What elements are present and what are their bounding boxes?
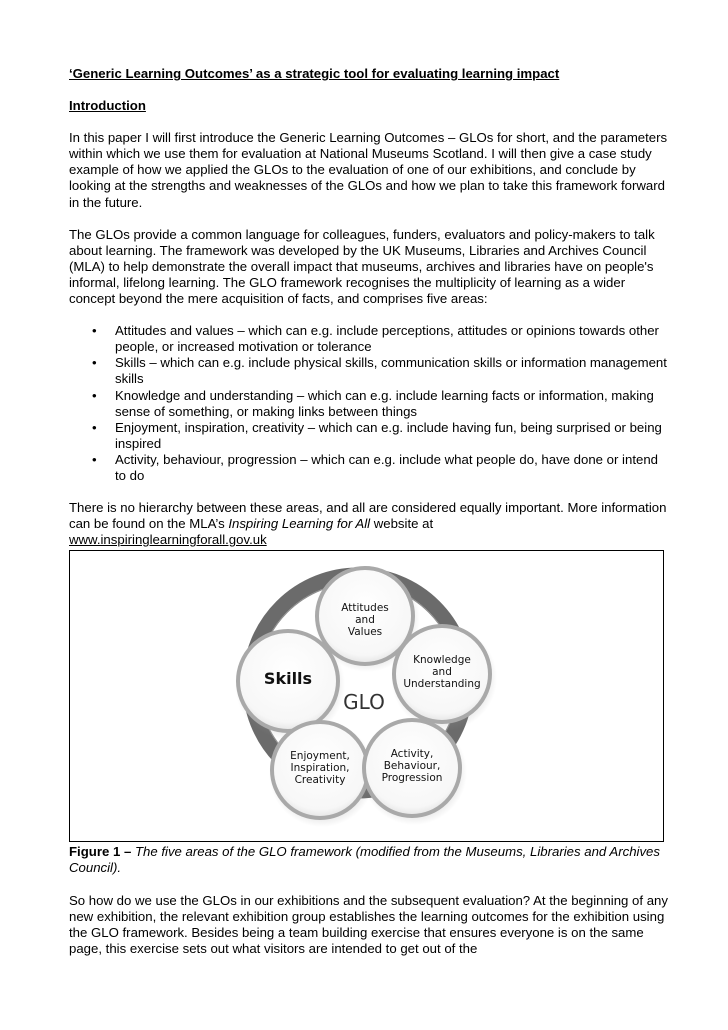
mla-website-link[interactable]: www.inspiringlearningforall.gov.uk — [69, 532, 267, 548]
bullet-icon: • — [92, 355, 97, 371]
svg-text:Inspiration,: Inspiration, — [290, 762, 350, 775]
list-item: • Attitudes and values – which can e.g. include perceptions, attitudes or opinions towards other people, or increased motivation or tolerance — [92, 323, 659, 355]
figure-label: Figure 1 – — [69, 844, 132, 860]
bullet-icon: • — [92, 323, 97, 339]
svg-text:Understanding: Understanding — [403, 678, 481, 691]
svg-text:Skills: Skills — [263, 669, 313, 689]
list-item: • Knowledge and understanding – which can e.g. include learning facts or information, making sense of something, or making links between things — [92, 387, 654, 419]
list-item: • Enjoyment, inspiration, creativity – which can e.g. include having fun, being surprised or being inspired — [92, 419, 662, 451]
knowledge-bubble — [391, 625, 497, 731]
enjoyment-bubble — [269, 721, 375, 827]
document-title: ‘Generic Learning Outcomes’ as a strategic tool for evaluating learning impact — [69, 66, 560, 81]
svg-text:Progression: Progression — [381, 772, 443, 785]
svg-text:Knowledge: Knowledge — [413, 654, 471, 667]
activity-bubble — [361, 719, 467, 825]
figure-caption: Figure 1 – The five areas of the GLO framework (modified from the Museums, Libraries and Archives Council). — [69, 844, 660, 876]
paragraph-usage: So how do we use the GLOs in our exhibitions and the subsequent evaluation? At the beginning of any new exhibition, the relevant exhibition group establishes the learning outcomes for the exhibition using the GLO framework. Besides being a team building exercise that ensures everyone is on the same page, this exercise sets out what visitors are intended to get out of the — [69, 892, 668, 956]
paragraph-intro: In this paper I will first introduce the Generic Learning Outcomes – GLOs for short, and the parameters within which we use them for evaluation at National Museums Scotland. I will then give a case study example of how we applied the GLOs to the evaluation of one of our exhibitions, and conclude by looking at the strengths and weaknesses of the GLOs and how we plan to take this framework forward in the future. — [69, 130, 668, 210]
glo-diagram — [70, 551, 665, 843]
svg-text:Behaviour,: Behaviour, — [383, 760, 441, 773]
svg-text:and: and — [355, 614, 375, 627]
bullet-icon: • — [92, 451, 97, 467]
paragraph-hierarchy: There is no hierarchy between these areas, and all are considered equally important. More information can be found on the MLA’s Inspiring Learning for All website at www.inspiringlearningforall.gov.uk — [69, 500, 667, 548]
inspiring-learning-title: Inspiring Learning for All — [228, 516, 371, 532]
list-item: • Activity, behaviour, progression – which can e.g. include what people do, have done or intend to do — [92, 451, 658, 483]
svg-text:Values: Values — [347, 626, 383, 639]
bullet-icon: • — [92, 387, 97, 403]
glo-diagram-figure — [69, 550, 664, 842]
document-page — [69, 66, 669, 973]
svg-text:Activity,: Activity, — [390, 748, 434, 761]
paragraph-glo-description: The GLOs provide a common language for colleagues, funders, evaluators and policy-makers to talk about learning. The framework was developed by the UK Museums, Libraries and Archives Council (MLA) to help demonstrate the overall impact that museums, archives and libraries have on people's informal, lifelong learning. The GLO framework recognises the multiplicity of learning as a wider concept beyond the mere acquisition of facts, and comprises five areas: — [69, 226, 655, 307]
glo-center-label: GLO — [343, 690, 385, 715]
svg-text:Attitudes: Attitudes — [341, 602, 389, 615]
svg-text:Enjoyment,: Enjoyment, — [290, 750, 350, 763]
svg-text:and: and — [432, 666, 452, 679]
svg-text:Creativity: Creativity — [294, 774, 346, 787]
bullet-icon: • — [92, 419, 97, 435]
list-item: • Skills – which can e.g. include physical skills, communication skills or information management skills — [92, 355, 667, 387]
glo-areas-list — [69, 323, 669, 484]
introduction-heading: Introduction — [69, 98, 146, 114]
